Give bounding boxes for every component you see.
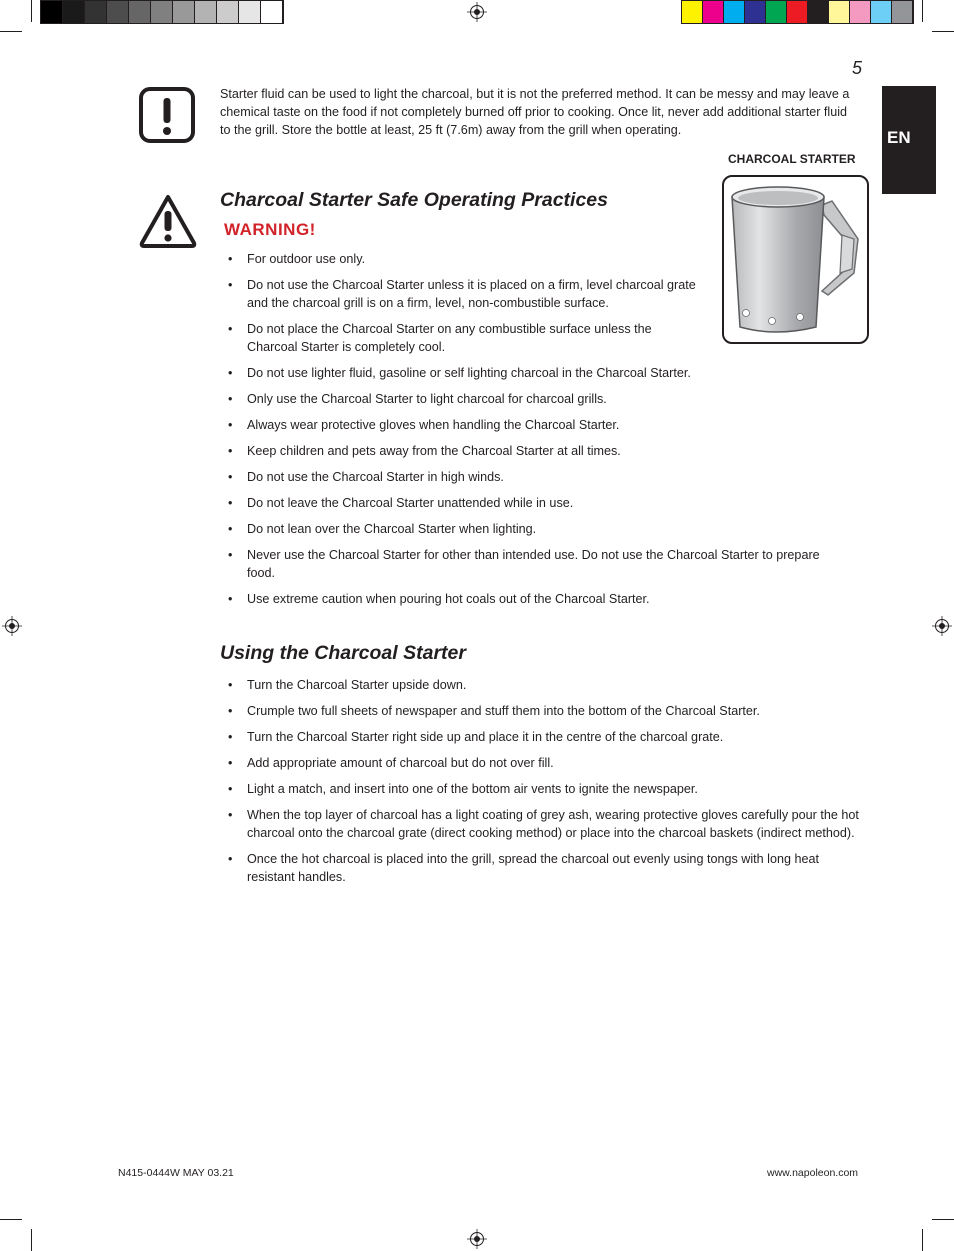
crop-mark [922, 1229, 923, 1251]
crop-mark [922, 0, 923, 22]
crop-mark [0, 31, 22, 32]
list-item: • Never use the Charcoal Starter for other than intended use. Do not use the Charcoal Starter to prepare food. [220, 546, 847, 582]
language-tab [882, 86, 936, 194]
gray-swatch [239, 1, 261, 23]
using-list [220, 676, 872, 894]
gray-swatch [217, 1, 239, 23]
warning-triangle-icon [138, 193, 198, 249]
color-calibration-strip [681, 0, 914, 24]
gray-swatch [41, 1, 63, 23]
color-swatch [871, 1, 892, 23]
registration-mark-icon [932, 616, 952, 636]
list-item: • For outdoor use only. [220, 250, 847, 268]
document-code: N415-0444W MAY 03.21 [118, 1167, 234, 1179]
list-item: • Do not place the Charcoal Starter on any combustible surface unless the Charcoal Starter is completely cool. [220, 320, 697, 356]
website-link[interactable]: www.napoleon.com [767, 1167, 859, 1179]
color-swatch [787, 1, 808, 23]
grayscale-calibration-strip [40, 0, 284, 24]
color-swatch [682, 1, 703, 23]
safety-heading: Charcoal Starter Safe Operating Practices [220, 189, 608, 211]
language-tab-label: EN [887, 128, 911, 147]
list-item: • Do not use the Charcoal Starter unless it is placed on a firm, level charcoal grate and the charcoal grill is on a firm, level, non-combustible surface. [220, 276, 697, 312]
registration-mark-icon [467, 1229, 487, 1249]
crop-mark [0, 1219, 22, 1220]
color-swatch [766, 1, 787, 23]
list-item: • Turn the Charcoal Starter right side up and place it in the centre of the charcoal grate. [220, 728, 872, 746]
color-swatch [724, 1, 745, 23]
gray-swatch [107, 1, 129, 23]
color-swatch [850, 1, 871, 23]
list-item: • Do not lean over the Charcoal Starter when lighting. [220, 520, 847, 538]
page-number: 5 [852, 58, 863, 78]
safety-list [220, 250, 847, 616]
crop-mark [31, 1229, 32, 1251]
gray-swatch [151, 1, 173, 23]
list-item: • Do not use lighter fluid, gasoline or self lighting charcoal in the Charcoal Starter. [220, 364, 847, 382]
list-item: • Crumple two full sheets of newspaper and stuff them into the bottom of the Charcoal Starter. [220, 702, 872, 720]
warning-label: WARNING! [224, 220, 316, 239]
starter-fluid-paragraph: Starter fluid can be used to light the charcoal, but it is not the preferred method. It can be messy and may leave a chemical taste on the food if not completely burned off prior to cooking. Once lit, never add additional starter fluid to the grill. Store the bottle at least, 25 ft (7.6m) away from the grill when operating. [220, 87, 850, 137]
color-swatch [703, 1, 724, 23]
registration-mark-icon [2, 616, 22, 636]
figure-caption: CHARCOAL STARTER [728, 152, 856, 166]
gray-swatch [173, 1, 195, 23]
list-item: • Light a match, and insert into one of the bottom air vents to ignite the newspaper. [220, 780, 872, 798]
list-item: • Always wear protective gloves when handling the Charcoal Starter. [220, 416, 847, 434]
list-item: • Turn the Charcoal Starter upside down. [220, 676, 872, 694]
list-item: • When the top layer of charcoal has a light coating of grey ash, wearing protective gloves carefully pour the hot charcoal onto the charcoal grate (direct cooking method) or place into the charcoal baskets (indirect method). [220, 806, 872, 842]
list-item: • Do not use the Charcoal Starter in high winds. [220, 468, 847, 486]
registration-mark-icon [467, 2, 487, 22]
color-swatch [808, 1, 829, 23]
crop-mark [31, 0, 32, 22]
list-item: • Only use the Charcoal Starter to light charcoal for charcoal grills. [220, 390, 847, 408]
crop-mark [932, 31, 954, 32]
color-swatch [892, 1, 913, 23]
gray-swatch [261, 1, 283, 23]
gray-swatch [195, 1, 217, 23]
caution-icon [138, 86, 196, 144]
list-item: • Once the hot charcoal is placed into the grill, spread the charcoal out evenly using tongs with long heat resistant handles. [220, 850, 857, 886]
gray-swatch [63, 1, 85, 23]
crop-mark [932, 1219, 954, 1220]
list-item: • Use extreme caution when pouring hot coals out of the Charcoal Starter. [220, 590, 847, 608]
using-heading: Using the Charcoal Starter [220, 642, 466, 664]
color-swatch [829, 1, 850, 23]
list-item: • Add appropriate amount of charcoal but do not over fill. [220, 754, 872, 772]
color-swatch [745, 1, 766, 23]
gray-swatch [129, 1, 151, 23]
list-item: • Do not leave the Charcoal Starter unattended while in use. [220, 494, 847, 512]
gray-swatch [85, 1, 107, 23]
list-item: • Keep children and pets away from the Charcoal Starter at all times. [220, 442, 847, 460]
